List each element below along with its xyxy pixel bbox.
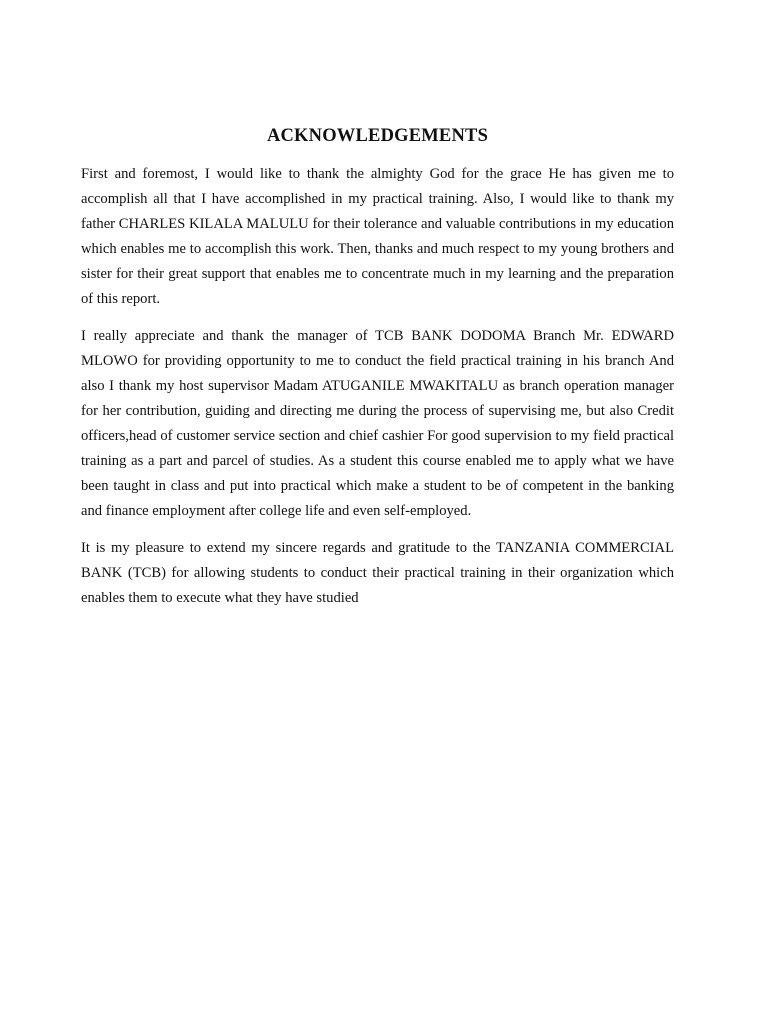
paragraph-gratitude-bank: It is my pleasure to extend my sincere regards and gratitude to the TANZANIA COMMERCIAL BANK (TCB) for allowing students to conduct their practical training in their organization which enables them to execute what they have studied <box>81 540 674 606</box>
paragraph-gratitude-branch-staff: I really appreciate and thank the manager of TCB BANK DODOMA Branch Mr. EDWARD MLOWO for providing opportunity to me to conduct the field practical training in his branch And also I thank my host supervisor Madam ATUGANILE MWAKITALU as branch operation manager for her contribution, guiding and directing me during the process of supervising me, but also Credit officers,head of customer service section and chief cashier For good supervision to my field practical training as a part and parcel of studies. As a student this course enabled me to apply what we have been taught in class and put into practical which make a student to be of competent in the banking and finance employment after college life and even self-employed. <box>81 328 674 519</box>
paragraph-gratitude-god-family: First and foremost, I would like to thank the almighty God for the grace He has given me to accomplish all that I have accomplished in my practical training. Also, I would like to thank my father CHARLES KILALA MALULU for their tolerance and valuable contributions in my education which enables me to accomplish this work. Then, thanks and much respect to my young brothers and sister for their great support that enables me to concentrate much in my learning and the preparation of this report. <box>81 166 674 307</box>
document-body <box>81 124 674 623</box>
page-title: ACKNOWLEDGEMENTS <box>266 126 489 146</box>
